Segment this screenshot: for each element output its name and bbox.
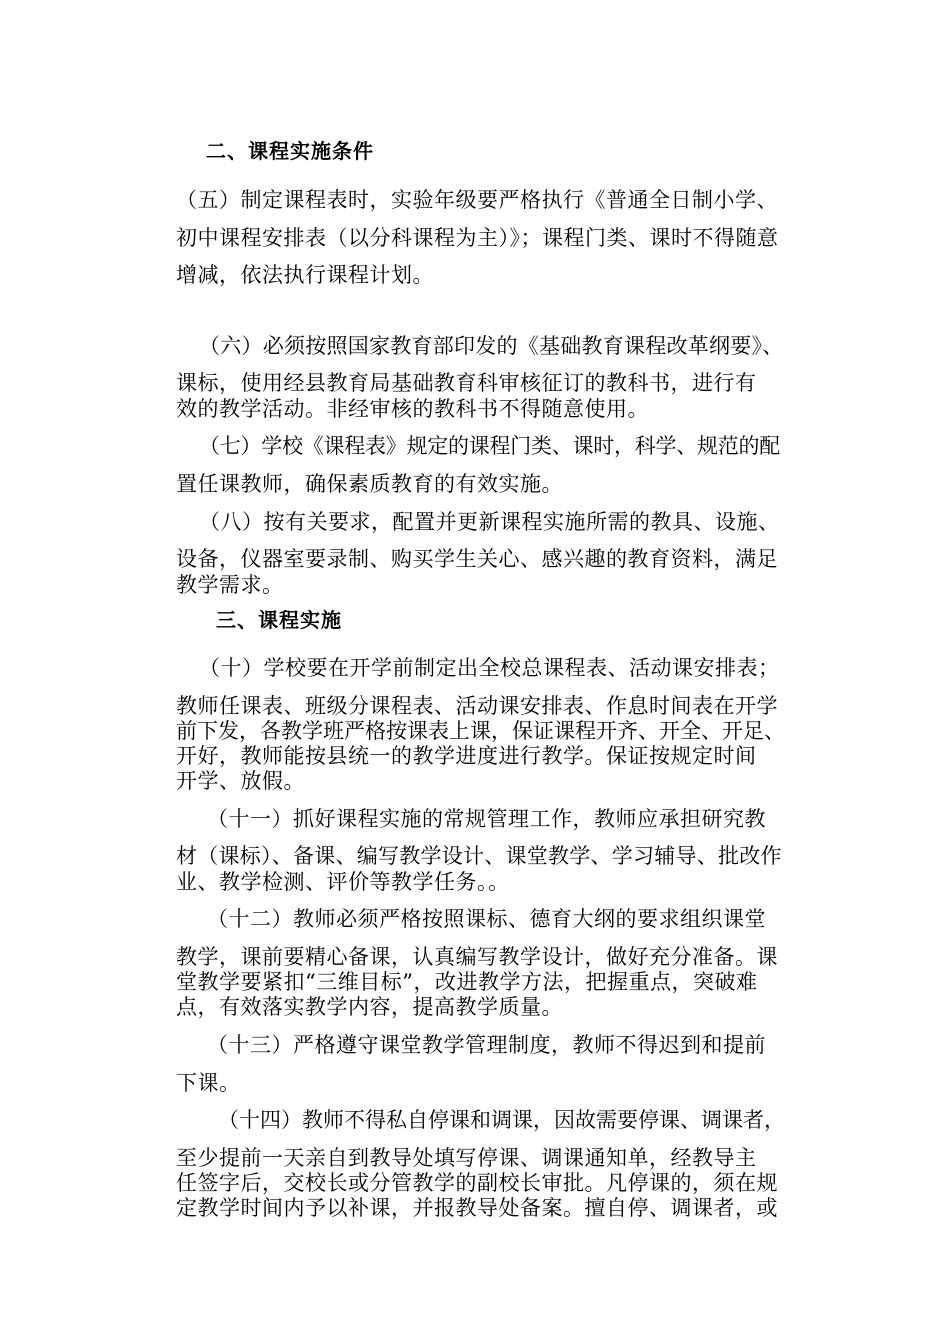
paragraph-line: （十四）教师不得私自停课和调课，因故需要停课、调课者， — [218, 1108, 785, 1132]
paragraph-line: （十一）抓好课程实施的常规管理工作，教师应承担研究教 — [207, 807, 766, 831]
section-heading-3: 三、课程实施 — [216, 608, 342, 632]
paragraph-line: 教学，课前要精心备课，认真编写教学设计，做好充分准备。课 — [176, 945, 778, 969]
paragraph-line: 至少提前一天亲自到教导处填写停课、调课通知单，经教导主 — [176, 1146, 757, 1170]
paragraph-line: 教师任课表、班级分课程表、活动课安排表、作息时间表在开学 — [176, 694, 778, 718]
paragraph-line: 设备，仪器室要录制、购买学生关心、感兴趣的教育资料，满足 — [176, 547, 778, 571]
paragraph-line: 初中课程安排表（以分科课程为主）》；课程门类、课时不得随意 — [176, 226, 779, 250]
paragraph-line: （十二）教师必须严格按照课标、德育大纲的要求组织课堂 — [207, 907, 766, 931]
paragraph-line: 堂教学要紧扣“三维目标”，改进教学方法，把握重点，突破难 — [176, 970, 758, 994]
paragraph-line: 下课。 — [176, 1071, 241, 1095]
paragraph-line: （五）制定课程表时，实验年级要严格执行《普通全日制小学、 — [176, 188, 778, 212]
paragraph-line: 任签字后，交校长或分管教学的副校长审批。凡停课的，须在规 — [176, 1171, 778, 1195]
paragraph-line: （十三）严格遵守课堂教学管理制度，教师不得迟到和提前 — [207, 1033, 766, 1057]
paragraph-line: 开学、放假。 — [176, 769, 305, 793]
paragraph-line: 增减，依法执行课程计划。 — [176, 263, 434, 287]
paragraph-line: 点，有效落实教学内容，提高教学质量。 — [176, 995, 563, 1019]
paragraph-line: 定教学时间内予以补课，并报教导处备案。擅自停、调课者，或 — [176, 1196, 778, 1220]
paragraph-line: （十）学校要在开学前制定出全校总课程表、活动课安排表； — [199, 656, 780, 680]
paragraph-line: 材（课标）、备课、编写教学设计、课堂教学、学习辅导、批改作 — [176, 844, 782, 868]
paragraph-line: 开好，教师能按县统一的教学进度进行教学。保证按规定时间 — [176, 744, 757, 768]
paragraph-line: 教学需求。 — [176, 573, 284, 597]
paragraph-line: （八）按有关要求，配置并更新课程实施所需的教具、设施、 — [199, 510, 780, 534]
paragraph-line: （七）学校《课程表》规定的课程门类、课时，科学、规范的配 — [199, 434, 780, 458]
paragraph-line: 置任课教师，确保素质教育的有效实施。 — [176, 472, 563, 496]
paragraph-line: （六）必须按照国家教育部印发的《基础教育课程改革纲要》、 — [199, 334, 784, 358]
section-heading-2: 二、课程实施条件 — [206, 139, 374, 163]
paragraph-line: 前下发，各教学班严格按课表上课，保证课程开齐、开全、开足、 — [176, 719, 785, 743]
paragraph-line: 效的教学活动。非经审核的教科书不得随意使用。 — [176, 397, 649, 421]
paragraph-line: 课标，使用经县教育局基础教育科审核征订的教科书，进行有 — [176, 371, 757, 395]
paragraph-line: 业、教学检测、评价等教学任务。。 — [176, 870, 510, 894]
